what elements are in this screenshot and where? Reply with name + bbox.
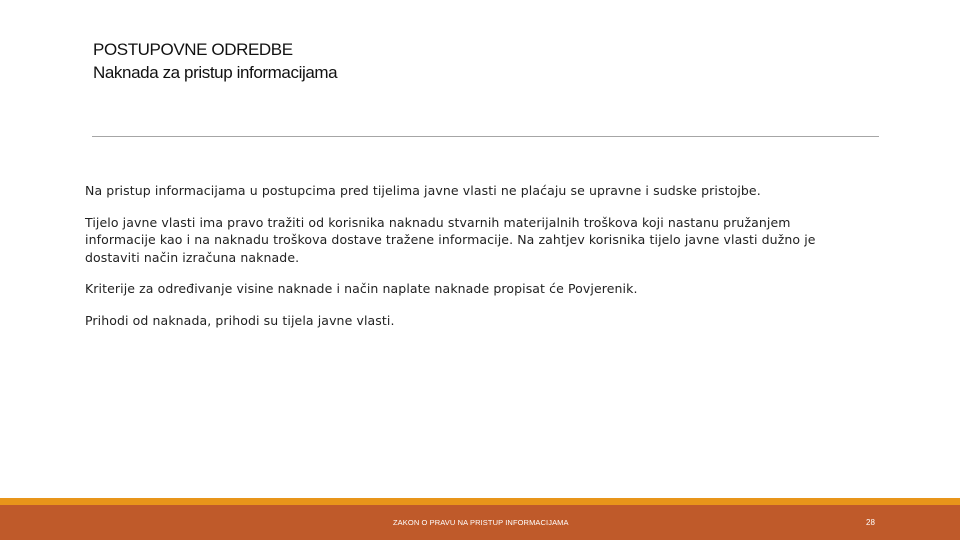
- page-number: 28: [866, 518, 875, 527]
- paragraph-1: Na pristup informacijama u postupcima pred tijelima javne vlasti ne plaćaju se upravne i sudske pristojbe.: [85, 183, 761, 198]
- title-divider: [92, 136, 879, 137]
- slide-body: [85, 182, 845, 343]
- title-line-1: POSTUPOVNE ODREDBE: [93, 40, 293, 59]
- paragraph-4: Prihodi od naknada, prihodi su tijela javne vlasti.: [85, 312, 395, 328]
- footer-text: ZAKON O PRAVU NA PRISTUP INFORMACIJAMA: [393, 518, 569, 527]
- paragraph-3: Kriterije za određivanje visine naknade i način naplate naknade propisat će Povjerenik.: [85, 281, 638, 296]
- paragraph-2: Tijelo javne vlasti ima pravo tražiti od korisnika naknadu stvarnih materijalnih troškova koji nastanu pružanjem informacije kao i na naknadu troškova dostave tražene informacije. Na zahtjev korisnika tijelo javne vlasti dužno je dostaviti način izračuna naknade.: [85, 214, 816, 265]
- footer-accent-strip: [0, 498, 960, 505]
- slide-title: [93, 38, 337, 84]
- title-line-2: Naknada za pristup informacijama: [93, 63, 338, 82]
